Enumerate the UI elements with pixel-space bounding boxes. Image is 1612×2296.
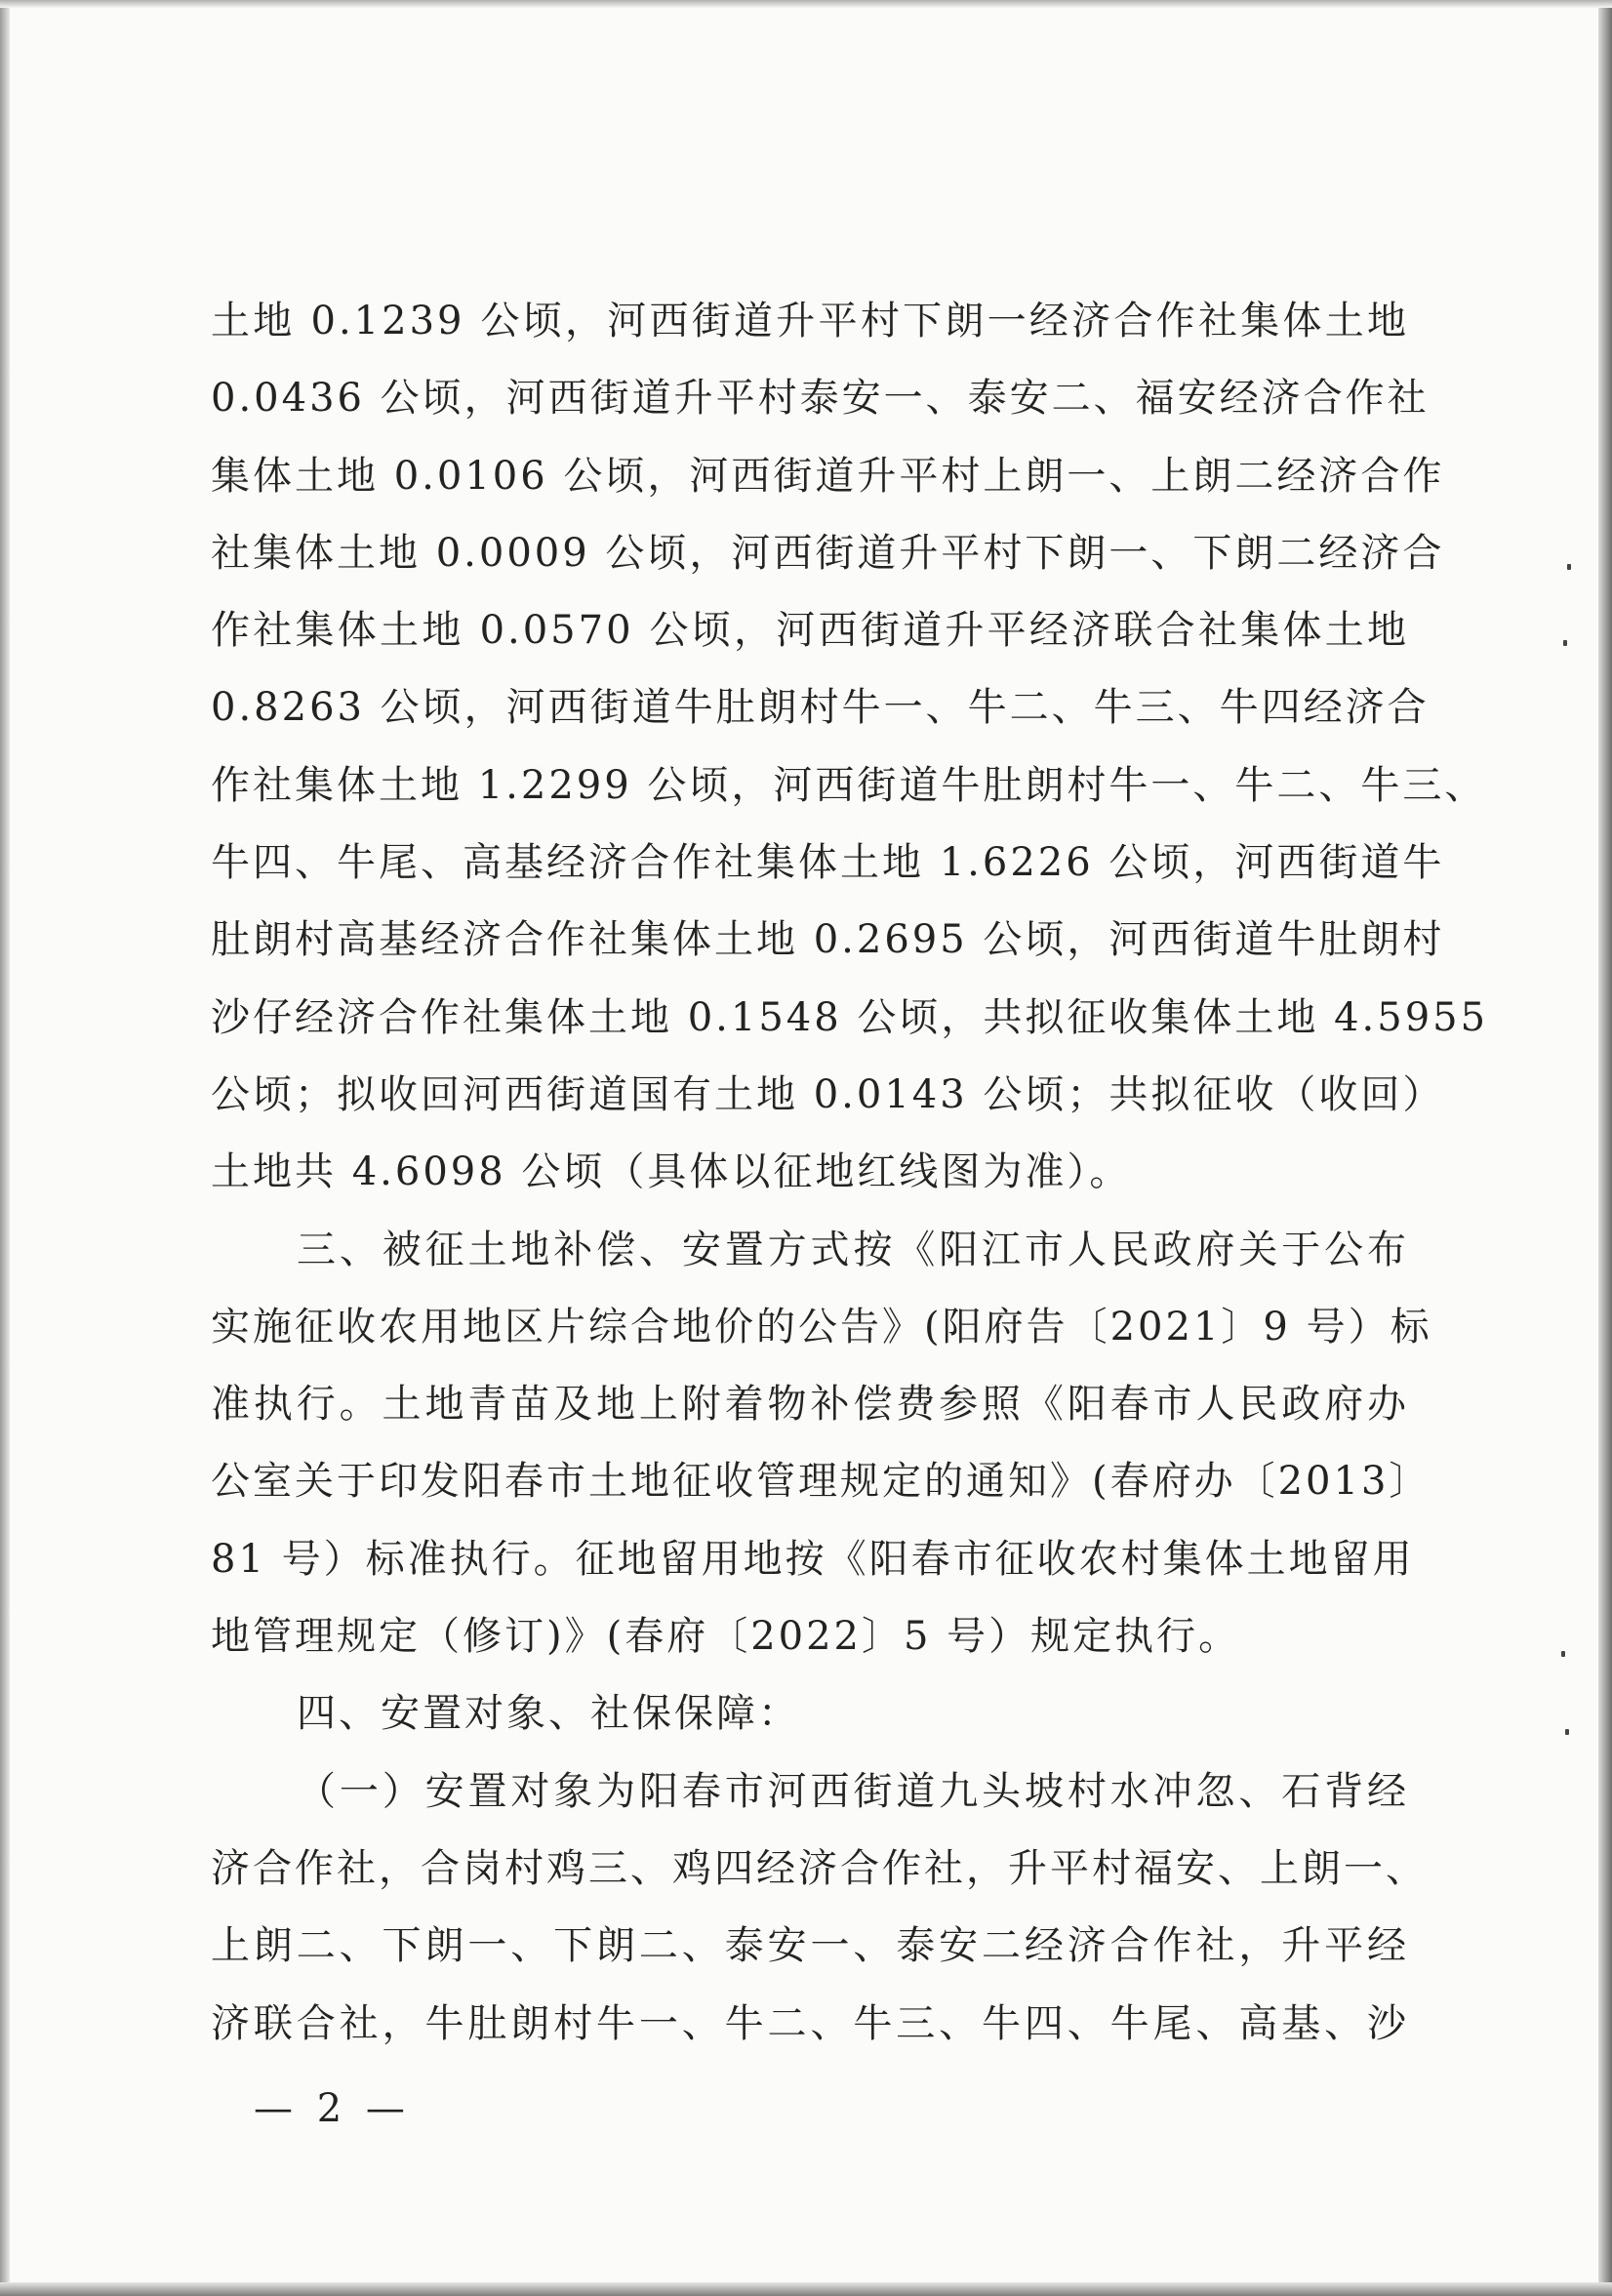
text-line: 准执行。土地青苗及地上附着物补偿费参照《阳春市人民政府办 xyxy=(211,1382,1409,1428)
section-three-heading-line: 三、被征土地补偿、安置方式按《阳江市人民政府关于公布 xyxy=(297,1227,1409,1272)
text-line: 81 号）标准执行。征地留用地按《阳春市征收农村集体土地留用 xyxy=(211,1536,1415,1582)
text-line: 0.0436 公顷，河西街道升平村泰安一、泰安二、福安经济合作社 xyxy=(211,376,1430,422)
scan-speck xyxy=(1561,1651,1565,1657)
scan-edge-left xyxy=(0,0,10,2296)
text-line: 沙仔经济合作社集体土地 0.1548 公顷，共拟征收集体土地 4.5955 xyxy=(211,994,1489,1040)
scan-speck xyxy=(1563,640,1567,646)
scan-speck xyxy=(1567,564,1571,570)
text-line: 地管理规定（修订)》(春府〔2022〕5 号）规定执行。 xyxy=(211,1614,1241,1660)
text-line: 实施征收农用地区片综合地价的公告》(阳府告〔2021〕9 号）标 xyxy=(211,1304,1432,1349)
subsection-one-line: （一）安置对象为阳春市河西街道九头坡村水冲忽、石背经 xyxy=(297,1768,1409,1814)
text-line: 作社集体土地 1.2299 公顷，河西街道牛肚朗村牛一、牛二、牛三、 xyxy=(211,762,1487,808)
scan-speck xyxy=(1565,1729,1569,1735)
text-line: 济联合社，牛肚朗村牛一、牛二、牛三、牛四、牛尾、高基、沙 xyxy=(211,2000,1409,2046)
text-line: 土地 0.1239 公顷，河西街道升平村下朗一经济合作社集体土地 xyxy=(211,299,1409,343)
text-line: 作社集体土地 0.0570 公顷，河西街道升平经济联合社集体土地 xyxy=(211,608,1409,654)
body-text xyxy=(211,283,1489,2063)
text-line: 公室关于印发阳春市土地征收管理规定的通知》(春府办〔2013〕 xyxy=(211,1459,1431,1505)
text-line: 公顷；拟收回河西街道国有土地 0.0143 公顷；共拟征收（收回） xyxy=(211,1071,1445,1117)
text-line: 社集体土地 0.0009 公顷，河西街道升平村下朗一、下朗二经济合 xyxy=(211,530,1445,576)
text-line: 牛四、牛尾、高基经济合作社集体土地 1.6226 公顷，河西街道牛 xyxy=(211,840,1445,886)
scan-edge-top xyxy=(0,0,1612,8)
scan-edge-right xyxy=(1598,0,1612,2296)
page-number: — 2 — xyxy=(254,2086,411,2131)
text-line: 肚朗村高基经济合作社集体土地 0.2695 公顷，河西街道牛肚朗村 xyxy=(211,917,1445,963)
text-line: 集体土地 0.0106 公顷，河西街道升平村上朗一、上朗二经济合作 xyxy=(211,453,1445,499)
scan-edge-bottom xyxy=(0,2282,1612,2296)
section-four-heading: 四、安置对象、社保保障： xyxy=(297,1691,800,1737)
text-line: 济合作社，合岗村鸡三、鸡四经济合作社，升平村福安、上朗一、 xyxy=(211,1845,1428,1891)
text-line: 上朗二、下朗一、下朗二、泰安一、泰安二经济合作社，升平经 xyxy=(211,1923,1409,1969)
text-line: 0.8263 公顷，河西街道牛肚朗村牛一、牛二、牛三、牛四经济合 xyxy=(211,685,1430,731)
text-line: 土地共 4.6098 公顷（具体以征地红线图为准）。 xyxy=(211,1149,1132,1195)
